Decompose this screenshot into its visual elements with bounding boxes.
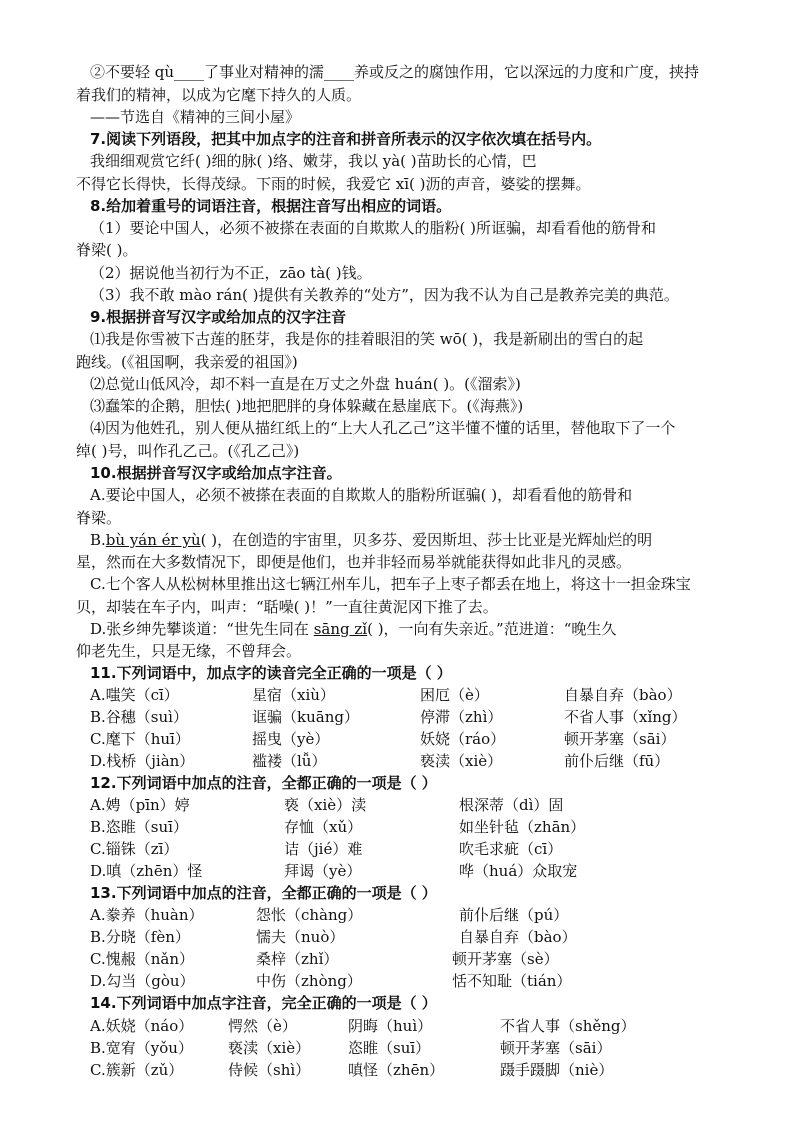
q10-d-line-2: 仰老先生，只是无缘，不曾拜会。 bbox=[76, 642, 302, 660]
q10-b-prefix: B. bbox=[90, 531, 106, 549]
q9-line-2: 跑线。(《祖国啊，我亲爱的祖国》) bbox=[76, 353, 298, 371]
q12-d-word-3: 哗（huá）众取宠 bbox=[459, 862, 578, 880]
q13-d-word-3: 恬不知耻（tián） bbox=[452, 972, 572, 990]
q11-a-word-2: 星宿（xiù） bbox=[252, 686, 335, 704]
q14-a-option: A.妖娆（náo） bbox=[90, 1017, 194, 1035]
q14-c-word-3: 嗔怪（zhēn） bbox=[348, 1061, 445, 1079]
q14-a-word-3: 阴晦（huì） bbox=[348, 1017, 433, 1035]
q14-a-word-2: 愕然（è） bbox=[228, 1017, 297, 1035]
q13-d-word-2: 中伤（zhòng） bbox=[256, 972, 362, 990]
q14-c-word-4: 蹑手蹑脚（niè） bbox=[500, 1061, 614, 1079]
q13-title: 13.下列词语中加点的注音，全都正确的一项是（ ） bbox=[90, 884, 437, 902]
q12-a-word-2: 亵（xiè）渎 bbox=[284, 796, 367, 814]
q14-c-word-2: 侍候（shì） bbox=[228, 1061, 311, 1079]
q13-c-word-3: 顿开茅塞（sè） bbox=[452, 950, 559, 968]
intro-line-2: 着我们的精神，以成为它麾下持久的人质。 bbox=[76, 86, 362, 104]
q11-c-option: C.麾下（huī） bbox=[90, 730, 190, 748]
q10-a-line-2: 脊梁。 bbox=[76, 509, 122, 527]
q14-a-word-4: 不省人事（shěng） bbox=[500, 1017, 636, 1035]
q11-c-word-4: 顿开茅塞（sāi） bbox=[564, 730, 676, 748]
q8-line-4: （3）我不敢 mào rán( )提供有关教养的“处方”，因为我不认为自己是教养完美的典范。 bbox=[90, 286, 679, 304]
q9-line-6: 绰( )号，叫作孔乙己。(《孔乙己》) bbox=[76, 442, 300, 460]
q13-b-word-2: 懦夫（nuò） bbox=[256, 928, 345, 946]
q13-d-option: D.勾当（gòu） bbox=[90, 972, 195, 990]
q10-b-line-2: 星，然而在大多数情况下，即便是他们，也并非轻而易举就能获得如此非凡的灵感。 bbox=[76, 553, 632, 571]
q12-a-option: A.娉（pīn）婷 bbox=[90, 796, 190, 814]
q10-c-line-2: 贝，却装在车子内，叫声：“聒噪( )！”一直往黄泥冈下推了去。 bbox=[76, 598, 498, 616]
q14-title: 14.下列词语中加点字注音，完全正确的一项是（ ） bbox=[90, 994, 437, 1012]
q11-b-word-4: 不省人事（xǐng） bbox=[564, 708, 687, 726]
q12-b-word-3: 如坐针毡（zhān） bbox=[459, 818, 586, 836]
q9-line-3: ⑵总觉山低风冷，却不料一直是在万丈之外盘 huán( )。(《溜索》) bbox=[90, 375, 521, 393]
q14-b-word-2: 亵渎（xiè） bbox=[228, 1039, 311, 1057]
q12-c-word-2: 诘（jié）难 bbox=[284, 840, 363, 858]
q11-d-word-2: 褴褛（lǚ） bbox=[252, 752, 327, 770]
q10-d-pinyin: sāng zǐ bbox=[313, 620, 368, 638]
q11-a-word-3: 困厄（è） bbox=[420, 686, 489, 704]
q11-d-word-4: 前仆后继（fū） bbox=[564, 752, 670, 770]
q13-a-word-3: 前仆后继（pú） bbox=[459, 906, 569, 924]
q11-title: 11.下列词语中，加点字的读音完全正确的一项是（ ） bbox=[90, 664, 452, 682]
q11-a-option: A.嗤笑（cī） bbox=[90, 686, 179, 704]
q12-a-word-3: 根深蒂（dì）固 bbox=[459, 796, 564, 814]
q14-c-option: C.簇新（zǔ） bbox=[90, 1061, 184, 1079]
intro-source: ——节选自《精神的三间小屋》 bbox=[90, 108, 301, 126]
q9-line-5: ⑷因为他姓孔，别人便从描红纸上的“上大人孔乙己”这半懂不懂的话里，替他取下了一个 bbox=[90, 419, 676, 437]
q10-title: 10.根据拼音写汉字或给加点字注音。 bbox=[90, 464, 342, 482]
q10-d-prefix: D.张乡绅先攀谈道：“世先生同在 bbox=[90, 620, 314, 638]
q11-c-word-2: 摇曳（yè） bbox=[252, 730, 330, 748]
q8-title: 8.给加着重号的词语注音，根据注音写出相应的词语。 bbox=[90, 197, 452, 215]
q14-b-word-3: 恣睢（suī） bbox=[348, 1039, 431, 1057]
q11-c-word-3: 妖娆（ráo） bbox=[420, 730, 506, 748]
q8-line-2: 脊梁( )。 bbox=[76, 241, 138, 259]
q13-a-word-2: 怨怅（chàng） bbox=[256, 906, 363, 924]
q10-a-line-1: A.要论中国人，必须不被搽在表面的自欺欺人的脂粉所诓骗( )，却看看他的筋骨和 bbox=[90, 486, 633, 504]
q10-b-rest: ( )，在创造的宇宙里，贝多芬、爱因斯坦、莎士比亚是光辉灿烂的明 bbox=[200, 531, 653, 549]
q10-b-line-1 bbox=[90, 529, 740, 551]
q10-c-line-1: C.七个客人从松树林里推出这七辆江州车儿，把车子上枣子都丢在地上，将这十一担金珠宝 bbox=[90, 575, 691, 593]
q7-line-2: 不得它长得快，长得茂绿。下雨的时候，我爱它 xī( )沥的声音，婆娑的摆舞。 bbox=[76, 175, 591, 193]
q8-line-1: （1）要论中国人，必须不被搽在表面的自欺欺人的脂粉( )所诓骗，却看看他的筋骨和 bbox=[90, 219, 657, 237]
q12-d-option: D.嗔（zhēn）怪 bbox=[90, 862, 203, 880]
q13-b-option: B.分晓（fèn） bbox=[90, 928, 190, 946]
q12-title: 12.下列词语中加点的注音，全都正确的一项是（ ） bbox=[90, 774, 437, 792]
q13-b-word-3: 自暴自弃（bào） bbox=[459, 928, 577, 946]
q11-b-option: B.谷穗（suì） bbox=[90, 708, 188, 726]
q13-c-option: C.愧赧（nǎn） bbox=[90, 950, 194, 968]
q13-c-word-2: 桑梓（zhǐ） bbox=[256, 950, 339, 968]
q7-title: 7.阅读下列语段，把其中加点字的注音和拼音所表示的汉字依次填在括号内。 bbox=[90, 130, 602, 148]
q12-c-option: C.锱铢（zī） bbox=[90, 840, 179, 858]
q11-d-word-3: 亵渎（xiè） bbox=[420, 752, 503, 770]
q11-b-word-2: 诓骗（kuāng） bbox=[252, 708, 359, 726]
q8-line-3: （2）据说他当初行为不正，zāo tà( )钱。 bbox=[90, 264, 372, 282]
q11-a-word-4: 自暴自弃（bào） bbox=[564, 686, 682, 704]
q13-a-option: A.豢养（huàn） bbox=[90, 906, 204, 924]
q10-b-pinyin: bù yán ér yù bbox=[105, 531, 201, 549]
q14-b-word-4: 顿开茅塞（sāi） bbox=[500, 1039, 612, 1057]
intro-line-1: ②不要轻 qù____了事业对精神的濡____养或反之的腐蚀作用，它以深远的力度和广度，挟持 bbox=[90, 63, 700, 81]
q12-b-option: B.恣睢（suī） bbox=[90, 818, 188, 836]
q14-b-option: B.宽宥（yǒu） bbox=[90, 1039, 193, 1057]
q9-title: 9.根据拼音写汉字或给加点的汉字注音 bbox=[90, 308, 347, 326]
q10-d-rest: ( )，一向有失亲近。”范进道：“晚生久 bbox=[367, 620, 617, 638]
q9-line-1: ⑴我是你雪被下古莲的胚芽，我是你的挂着眼泪的笑 wō( )，我是新刷出的雪白的起 bbox=[90, 330, 644, 348]
q10-d-line-1 bbox=[90, 618, 740, 640]
q7-line-1: 我细细观赏它纤( )细的脉( )络、嫩芽，我以 yà( )苗助长的心情，巴 bbox=[90, 152, 537, 170]
q11-d-option: D.栈桥（jiàn） bbox=[90, 752, 195, 770]
q9-line-4: ⑶蠢笨的企鹅，胆怯( )地把肥胖的身体躲藏在悬崖底下。(《海燕》) bbox=[90, 397, 524, 415]
q12-c-word-3: 吹毛求疵（cī） bbox=[459, 840, 563, 858]
q12-b-word-2: 存恤（xǔ） bbox=[284, 818, 363, 836]
q11-b-word-3: 停滞（zhì） bbox=[420, 708, 503, 726]
q12-d-word-2: 拜谒（yè） bbox=[284, 862, 362, 880]
